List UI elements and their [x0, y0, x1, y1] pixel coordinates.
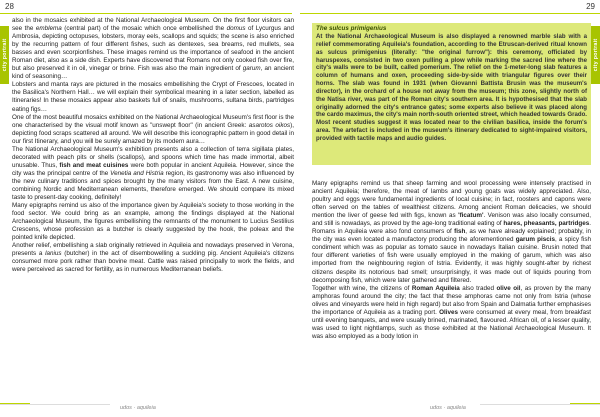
text-run: , a spicy fish condiment which was as popular as tomato sauce in nowadays Italian cuisine. Brusin noted that four different varieties of fish were usually employed in the making of garum, which was also imported from the neighbouring region of Istria. Evidently, it was highly sought-after by richest citizens despite its notorious bad smell; unsurprisingly, it was made out of liquids pouring from decomposing fish, which were later gathered and filtered. [312, 236, 591, 284]
text-run: also in the mosaics exhibited at the National Archaeological Museum. On the first floor visitors can see the [12, 17, 294, 33]
paragraph [312, 285, 591, 341]
text-run: (central part) of the mosaic which once embellished the [61, 25, 227, 33]
text-run: (butcher) in the act of disembowelling a suckling pig. Ancient Aquileia's citizens consumed more pork rather than bovine meat. Cattle was raised principally to work the fields, and were perceived as sacred for fertility, as in numerous Mediterranean beliefs. [12, 250, 295, 274]
text-run: , as we have already explained; probably, in the city was even located a manufactory producing the aforementioned [312, 228, 591, 244]
side-tab [591, 26, 600, 84]
italic-text: Venetia and Histria [110, 169, 164, 177]
footer-rule [0, 404, 110, 405]
text-run: region, its gastronomy was also influenced by the new culinary traditions and spices brought by the many visitors from the East. A new cuisine, combining Nordic and Mediterranean elements, therefore emerged. We should compare its mixed taste to present-day cooking, definitely! [12, 169, 294, 202]
text-run: One of the most beautiful mosaics exhibited on the National Archaeological Museum's first floor is the one characterised by the visual motif known as "unswept floor" (in ancient Greek: [12, 113, 294, 129]
text-run: Many epigraphs remind us also of the importance given by Aquileia's society to those working in the food sector. We could bring as an example, among the findings displayed at the National Archaeological Museum, the figures embellishing the remnants of the monument to Lucius Sestilius Crescens, whose profession as a butcher is clearly suggested by the hook, the poleax and the pointed knife depicted. [12, 202, 294, 242]
bold-text: Olives [439, 308, 459, 316]
footer-rule [480, 404, 600, 405]
sidebar-box-title: The sulcus primigenius [316, 25, 387, 32]
header-rule [0, 13, 292, 14]
paragraph [12, 114, 294, 146]
body-text [312, 180, 591, 341]
text-run: , an ancient kind of seasoning… [12, 65, 295, 81]
italic-text: domus [226, 25, 246, 33]
page-number: 28 [5, 2, 14, 11]
bold-text: fish [454, 228, 466, 236]
paragraph [12, 202, 294, 242]
side-tab-label: city portrait [592, 38, 599, 72]
body-text [12, 17, 294, 275]
sidebar-box-text: At the National Archaeological Museum is also displayed a renowned marble slab with a relief commemorating Aquileia's foundation, according to the Etruscan-derived ritual known as sulcus primigenius (literally: "the original furrow"): this ceremony, officiated by haruspexes, consisted in two oxen pulling a plow while marking the sacred line where the city's walls were to be built, called pomerium. The relief on the 1-meter-long slab features a column of humans and oxen, proceeding side-by-side with triangular figures over their horns. The slab was found in 1931 (when Giovanni Battista Brusin was the museum's director), in the orchard of a house not away from the museum; this zone, slightly north of the Natisa river, was part of the Roman city's southern area. It is hypothesised that the slab originally adorned the city's entrance gates; some experts also believe it was placed along the cardo maximus, the city's main north-south oriented street, which headed towards Grado. Most recent studies suggest it was located near to the civilian basilica, inside the forum's area. The artefact is included in the museum's itinerary dedicated to sight-impaired visitors, provided with tactile maps and audio guides. [316, 33, 587, 142]
paragraph [12, 146, 294, 202]
paragraph [12, 81, 294, 113]
bold-text: 'ficatum' [458, 212, 484, 220]
text-run: The National Archaeological Museum's exhibition presents also a collection of terra sigillata plates, decorated with peach pits or shells (scallops), and spoons which time has made immortal, albeit unusable. Thus, [12, 145, 294, 169]
text-run: Another relief, embellishing a slab originally retrieved in Aquileia and nowadays preserved in Verona, presents a [12, 242, 294, 258]
text-run: . Venison was also locally consumed, and still is nowadays, as proved by the age-long traditional eating of [312, 212, 591, 228]
paragraph [312, 180, 591, 285]
text-run: ), depicting food scraps scattered all around. We will describe this iconographic pattern in good detail in our first Itinerary, and you will be surely amazed by its modern aura… [12, 121, 294, 145]
footer-text: udos · aquileia [120, 405, 156, 411]
text-run: Together with wine, the citizens of [312, 284, 412, 292]
paragraph [12, 17, 294, 81]
text-run: , as proven by the many amphoras found around the city; the fact that these amphoras came not only from Istria (whose olives and vineyards were held in high regard) but also from Spain and Dalmatia further emphasises the importance of Aquileia as a trading port. [312, 284, 592, 316]
text-run: also traded [459, 284, 497, 292]
italic-text: lanius [45, 250, 62, 258]
italic-text: garum [242, 65, 261, 73]
bold-text: Roman Aquileia [411, 284, 460, 292]
italic-text: emblema [35, 25, 62, 33]
side-tab [0, 26, 9, 84]
text-run: were consumed at every meal, from breakfast until evening banquets, and were usually brined, marinated, flavoured. African oil, of a lesser quality, was used to light nightlamps, such as those exhibited at the National Archaeological Museum. It was also employed as a body lotion in [312, 308, 591, 340]
bold-text: olive oil [496, 284, 521, 292]
header-rule [300, 13, 600, 14]
right-page [300, 0, 600, 417]
paragraph [12, 242, 294, 274]
footer-text: udos · aquileia [430, 405, 466, 411]
text-run: Lobsters and manta rays are pictured in the mosaics embellishing the Crypt of Frescoes, located in the Basilica's Northern Hall… we will explain their symbolical meaning in a later section, labelled as Itineraries! In these mosaics appear also baskets full of snails, mushrooms, sultana birds, partridges eating figs… [12, 81, 294, 113]
sidebar-box [312, 23, 591, 165]
italic-text: asarotos oikos [248, 121, 291, 129]
side-tab-label: city portrait [1, 38, 8, 72]
page-number: 29 [586, 2, 595, 11]
text-run: Many epigraphs remind us that sheep farming and wool processing were intensely practised in ancient Aquileia; therefore, the meat of lambs and young goats was widely appreciated. Also, poultry and eggs were fundamental ingredients of local cuisine; in fact, roosters and capons were often served on the tables of wealthiest citizens. Among ancient Roman delicacies, we should mention the liver of geese fed with figs, known as [312, 180, 591, 220]
text-run: of Lycurgus and Ambrosia, depicting octopuses, lobsters, moray eels, scallops and squids; the scene is also enriched by the recurring pattern of four different fishes, such as dentexes, sea breams, red mullets, sea basses and even scorpionfishes. These images remind us the importance of seafood in the ancient Roman diet, also as a side dish. Experts have discovered that Romans not only cooked fish over fire, but also preserved it in oil, vinegar or brine. Fish was also the main ingredient of [12, 25, 295, 73]
text-run: were both popular in ancient Aquileia. However, since the city was the principal centre of the [12, 161, 294, 177]
text-run: . Romans in Aquileia were also fond consumers of [312, 220, 591, 236]
bold-text: fish and meat cuisines [59, 161, 129, 169]
bold-text: garum piscis [515, 236, 555, 244]
bold-text: hares, pheasants, partridges [503, 220, 590, 228]
